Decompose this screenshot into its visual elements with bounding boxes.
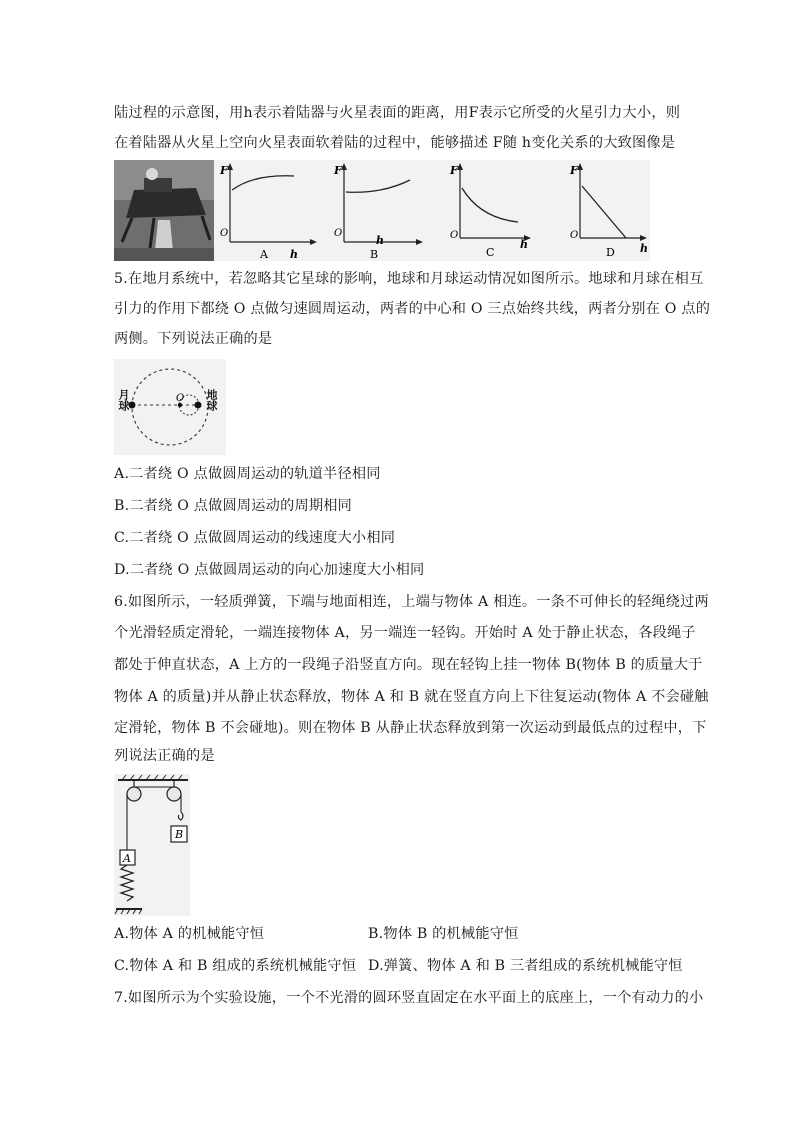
graph-a-origin: O xyxy=(220,228,229,239)
earth-label: 地球 xyxy=(205,389,218,411)
q6-option-c: C.物体 A 和 B 组成的系统机械能守恒 xyxy=(114,958,357,974)
mars-lander-photo xyxy=(114,160,214,261)
q6-text-line-2: 个光滑轻质定滑轮，一端连接物体 A，另一端连一轻钩。开始时 A 处于静止状态，各段绳子 xyxy=(114,625,696,641)
q5-option-d: D.二者绕 O 点做圆周运动的向心加速度大小相同 xyxy=(114,562,425,578)
q5-text-line-3: 两侧。下列说法正确的是 xyxy=(114,331,273,347)
q7-text-line-1: 7.如图所示为个实验设施，一个不光滑的圆环竖直固定在水平面上的底座上，一个有动力的小 xyxy=(114,990,704,1006)
q6-text-line-5: 定滑轮，物体 B 不会碰地)。则在物体 B 从静止状态释放到第一次运动到最低点的过程中，下 xyxy=(114,720,707,736)
earth-dot xyxy=(195,402,202,409)
block-a-label: A xyxy=(123,852,131,865)
q6-text-line-1: 6.如图所示，一轻质弹簧，下端与地面相连，上端与物体 A 相连。一条不可伸长的轻绳绕过两 xyxy=(114,594,709,610)
graph-d-x-label: h xyxy=(640,242,648,255)
q6-option-d: D.弹簧、物体 A 和 B 三者组成的系统机械能守恒 xyxy=(368,958,683,974)
graph-c-y-label: F xyxy=(450,164,458,177)
graph-b-y-label: F xyxy=(334,164,342,177)
q5-text-line-2: 引力的作用下都绕 O 点做匀速圆周运动，两者的中心和 O 三点始终共线，两者分别在 O 点的 xyxy=(114,301,711,317)
graph-d-letter: D xyxy=(606,246,615,259)
q6-option-b: B.物体 B 的机械能守恒 xyxy=(368,926,519,942)
q5-figure xyxy=(114,359,226,455)
spring xyxy=(121,865,133,901)
q5-text-line-1: 5.在地月系统中，若忽略其它星球的影响，地球和月球运动情况如图所示。地球和月球在相互 xyxy=(114,271,704,287)
q5-option-b: B.二者绕 O 点做圆周运动的周期相同 xyxy=(114,498,353,514)
block-b-label: B xyxy=(175,828,184,841)
q6-option-a: A.物体 A 的机械能守恒 xyxy=(114,926,265,942)
graph-a-letter: A xyxy=(260,248,268,261)
moon-label: 月球 xyxy=(117,389,130,411)
q4-text-line-2: 在着陆器从火星上空向火星表面软着陆的过程中，能够描述 F随 h变化关系的大致图像是 xyxy=(114,135,676,151)
graph-c-origin: O xyxy=(450,230,459,241)
q6-text-line-3: 都处于伸直状态，A 上方的一段绳子沿竖直方向。现在轻钩上挂一物体 B(物体 B 的质量大于 xyxy=(114,657,703,673)
graph-a-y-label: F xyxy=(220,164,228,177)
right-pulley xyxy=(167,787,181,801)
graph-b-origin: O xyxy=(334,228,343,239)
q5-option-a: A.二者绕 O 点做圆周运动的轨道半径相同 xyxy=(114,466,381,482)
q5-option-c: C.二者绕 O 点做圆周运动的线速度大小相同 xyxy=(114,530,396,546)
graph-b-letter: B xyxy=(370,248,379,261)
center-label: O xyxy=(176,393,185,404)
graph-d xyxy=(569,163,648,259)
graph-b-x-label: h xyxy=(376,234,384,247)
left-pulley xyxy=(127,787,141,801)
q4-text-line-1: 陆过程的示意图，用h表示着陆器与火星表面的距离，用F表示它所受的火星引力大小，则 xyxy=(114,105,681,121)
graph-d-y-label: F xyxy=(570,164,578,177)
graph-c-x-label: h xyxy=(520,238,528,251)
q6-figure xyxy=(114,774,190,916)
q6-text-line-6: 列说法正确的是 xyxy=(114,748,215,764)
q6-text-line-4: 物体 A 的质量)并从静止状态释放，物体 A 和 B 就在竖直方向上下往复运动(物体 A 不会碰触 xyxy=(114,689,709,705)
graph-b xyxy=(333,163,423,261)
graph-a xyxy=(219,163,317,261)
graph-d-origin: O xyxy=(570,230,579,241)
graph-c xyxy=(449,163,531,259)
graph-a-x-label: h xyxy=(290,248,298,261)
graph-c-letter: C xyxy=(486,246,495,259)
q4-figure xyxy=(114,160,650,261)
